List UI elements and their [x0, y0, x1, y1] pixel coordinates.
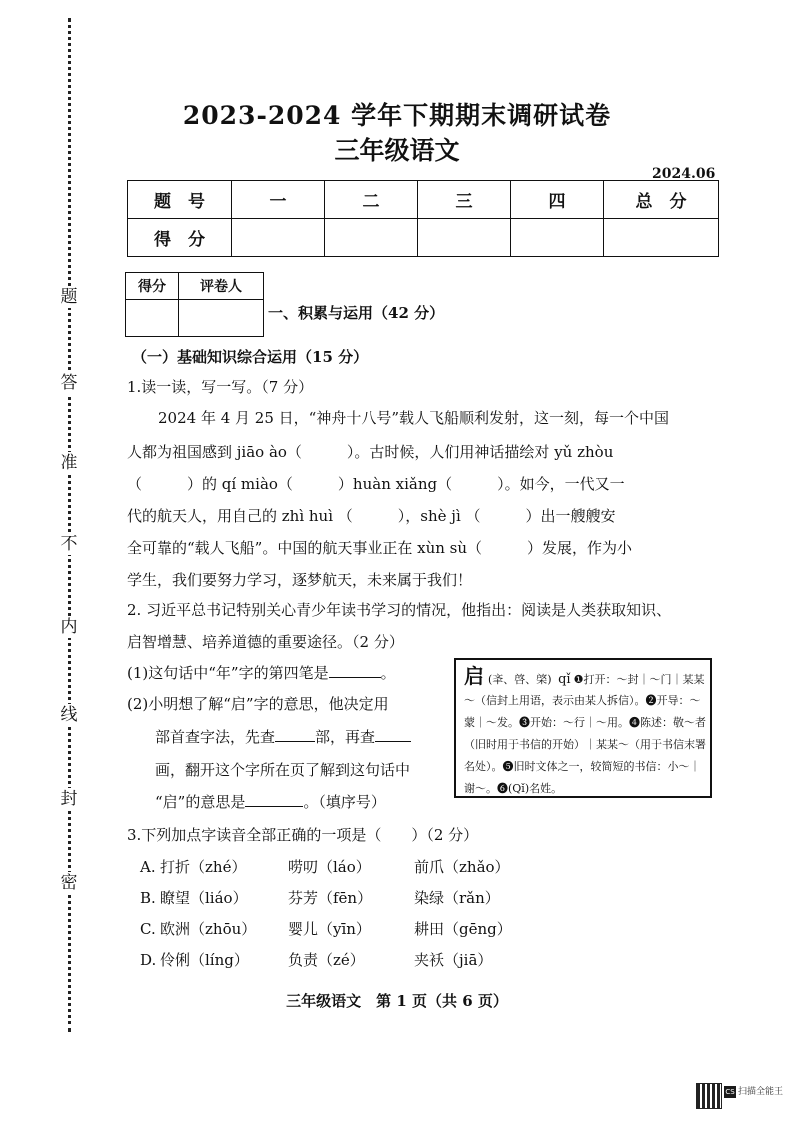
q2-sub2-text: “启”的意思是 — [155, 793, 246, 811]
binding-char: 题 — [56, 286, 82, 308]
q1-passage-line: 学生，我们要努力学习，逐梦航天，未来属于我们！ — [127, 571, 473, 589]
binding-char: 内 — [56, 616, 82, 638]
q3-option-item: 欧洲（zhōu） — [160, 920, 257, 938]
q1-stem: 1.读一读，写一写。（7 分） — [127, 378, 314, 396]
answer-blank[interactable] — [245, 792, 303, 807]
score-header-cell: 二 — [325, 181, 418, 219]
q3-option-item: 染绿（rǎn） — [414, 889, 500, 907]
q2-sub2-text: 部首查字法，先查 — [155, 728, 276, 746]
q2-sub2-line — [155, 792, 386, 812]
score-cell[interactable] — [511, 219, 604, 257]
q3-option-label[interactable]: C. — [140, 920, 156, 938]
dictionary-line: 名处）。❺旧时文体之一，较简短的书信：小～｜ — [464, 760, 701, 773]
scanner-name: 扫描全能王 — [738, 1087, 784, 1097]
score-cell[interactable] — [232, 219, 325, 257]
qr-code-icon — [696, 1083, 722, 1109]
grader-name-label: 评卷人 — [179, 273, 264, 300]
q3-option-label[interactable]: D. — [140, 951, 157, 969]
q2-sub2-line — [155, 727, 411, 747]
answer-blank[interactable] — [275, 727, 315, 742]
q2-sub2-text: 。（填序号） — [303, 793, 386, 811]
page-footer: 三年级语文 第 1 页（共 6 页） — [286, 992, 508, 1010]
q3-option-item: 芬芳（fēn） — [288, 889, 373, 907]
q3-stem: 3.下列加点字读音全部正确的一项是（ ）（2 分） — [127, 826, 479, 844]
score-table-header-row — [128, 181, 719, 219]
dictionary-line: ❶打开：～封｜～门｜某某 — [573, 673, 705, 686]
q3-option-item: 婴儿（yīn） — [288, 920, 371, 938]
score-header-cell: 三 — [418, 181, 511, 219]
q2-stem-line: 启智增慧、培养道德的重要途径。（2 分） — [127, 633, 404, 651]
q2-stem-line: 2. 习近平总书记特别关心青少年读书学习的情况，他指出：阅读是人类获取知识、 — [127, 601, 672, 619]
section-title: 一、积累与运用（42 分） — [268, 304, 445, 322]
q3-option-item: 夹袄（jiā） — [414, 951, 493, 969]
q2-sub2-line: 画，翻开这个字所在页了解到这句话中 — [155, 761, 411, 779]
dictionary-headword: 启 — [464, 664, 484, 688]
dictionary-line: 谢～。❻(Qǐ)名姓。 — [464, 782, 563, 795]
binding-char: 不 — [56, 533, 82, 555]
dictionary-entry-box — [454, 658, 712, 798]
camscanner-icon: CS — [725, 1088, 735, 1096]
score-cell[interactable] — [325, 219, 418, 257]
dictionary-variants: (㪯、啓、棨) — [488, 673, 552, 686]
binding-char: 密 — [56, 872, 82, 894]
q1-passage-line: 全可靠的“载人飞船”。中国的航天事业正在 xùn sù（ ）发展，作为小 — [127, 539, 633, 557]
dictionary-line: （旧时用于书信的开始）｜某某～（用于书信末署 — [464, 738, 706, 751]
q3-option-label[interactable]: A. — [140, 858, 156, 876]
part-title: （一）基础知识综合运用（15 分） — [132, 348, 369, 366]
score-header-cell: 总 分 — [604, 181, 719, 219]
score-table-score-row — [128, 219, 719, 257]
grader-name-cell[interactable] — [179, 300, 264, 337]
q3-option-item: 瞭望（liáo） — [160, 889, 248, 907]
answer-blank[interactable] — [375, 727, 411, 742]
dictionary-line: ～（信封上用语，表示由某人拆信）。❷开导：～ — [464, 694, 701, 707]
answer-blank[interactable] — [329, 663, 381, 678]
q3-option-label[interactable]: B. — [140, 889, 156, 907]
q1-passage-line: 代的航天人，用自己的 zhì huì （ ），shè jì （ ）出一艘艘安 — [127, 507, 616, 525]
binding-char: 线 — [56, 704, 82, 726]
q2-sub1 — [127, 663, 396, 683]
exam-subtitle: 三年级语文 — [334, 136, 460, 165]
q1-passage-line: 2024 年 4 月 25 日，“神舟十八号”载人飞船顺利发射，这一刻，每一个中国 — [158, 409, 669, 427]
score-header-cell: 一 — [232, 181, 325, 219]
q1-passage-line: 人都为祖国感到 jiāo ào（ ）。古时候，人们用神话描绘对 yǔ zhòu — [127, 443, 614, 461]
q3-option-item: 伶俐（líng） — [160, 951, 249, 969]
binding-char: 准 — [56, 452, 82, 474]
scanner-badge — [724, 1084, 783, 1098]
binding-char: 答 — [56, 372, 82, 394]
grader-box — [125, 272, 264, 337]
exam-title: 2023-2024 学年下期期末调研试卷 — [182, 101, 612, 130]
q3-option-item: 前爪（zhǎo） — [414, 858, 510, 876]
score-header-cell: 题 号 — [128, 181, 232, 219]
q2-sub2-text: 部，再查 — [315, 728, 376, 746]
score-cell[interactable] — [418, 219, 511, 257]
score-cell[interactable] — [604, 219, 719, 257]
grader-score-cell[interactable] — [126, 300, 179, 337]
q2-sub1-suffix: 。 — [380, 664, 396, 682]
dictionary-line: 蒙｜～发。❸开始：～行｜～用。❹陈述：敬～者 — [464, 716, 706, 729]
dictionary-pinyin: qǐ — [558, 672, 571, 687]
q3-option-item: 负责（zé） — [288, 951, 365, 969]
q3-option-item: 耕田（gēng） — [414, 920, 512, 938]
q3-option-item: 唠叨（láo） — [288, 858, 371, 876]
q3-option-item: 打折（zhé） — [160, 858, 247, 876]
score-header-cell: 四 — [511, 181, 604, 219]
grader-score-label: 得分 — [126, 273, 179, 300]
exam-date: 2024.06 — [652, 166, 716, 182]
q2-sub2-line: (2)小明想了解“启”字的意思，他决定用 — [127, 695, 389, 713]
q2-sub1-prefix: (1)这句话中“年”字的第四笔是 — [127, 664, 329, 682]
score-table — [127, 180, 719, 257]
q1-passage-line: （ ）的 qí miào（ ）huàn xiǎng（ ）。如今，一代又一 — [127, 475, 625, 493]
score-row-label: 得 分 — [128, 219, 232, 257]
binding-char: 封 — [56, 788, 82, 810]
